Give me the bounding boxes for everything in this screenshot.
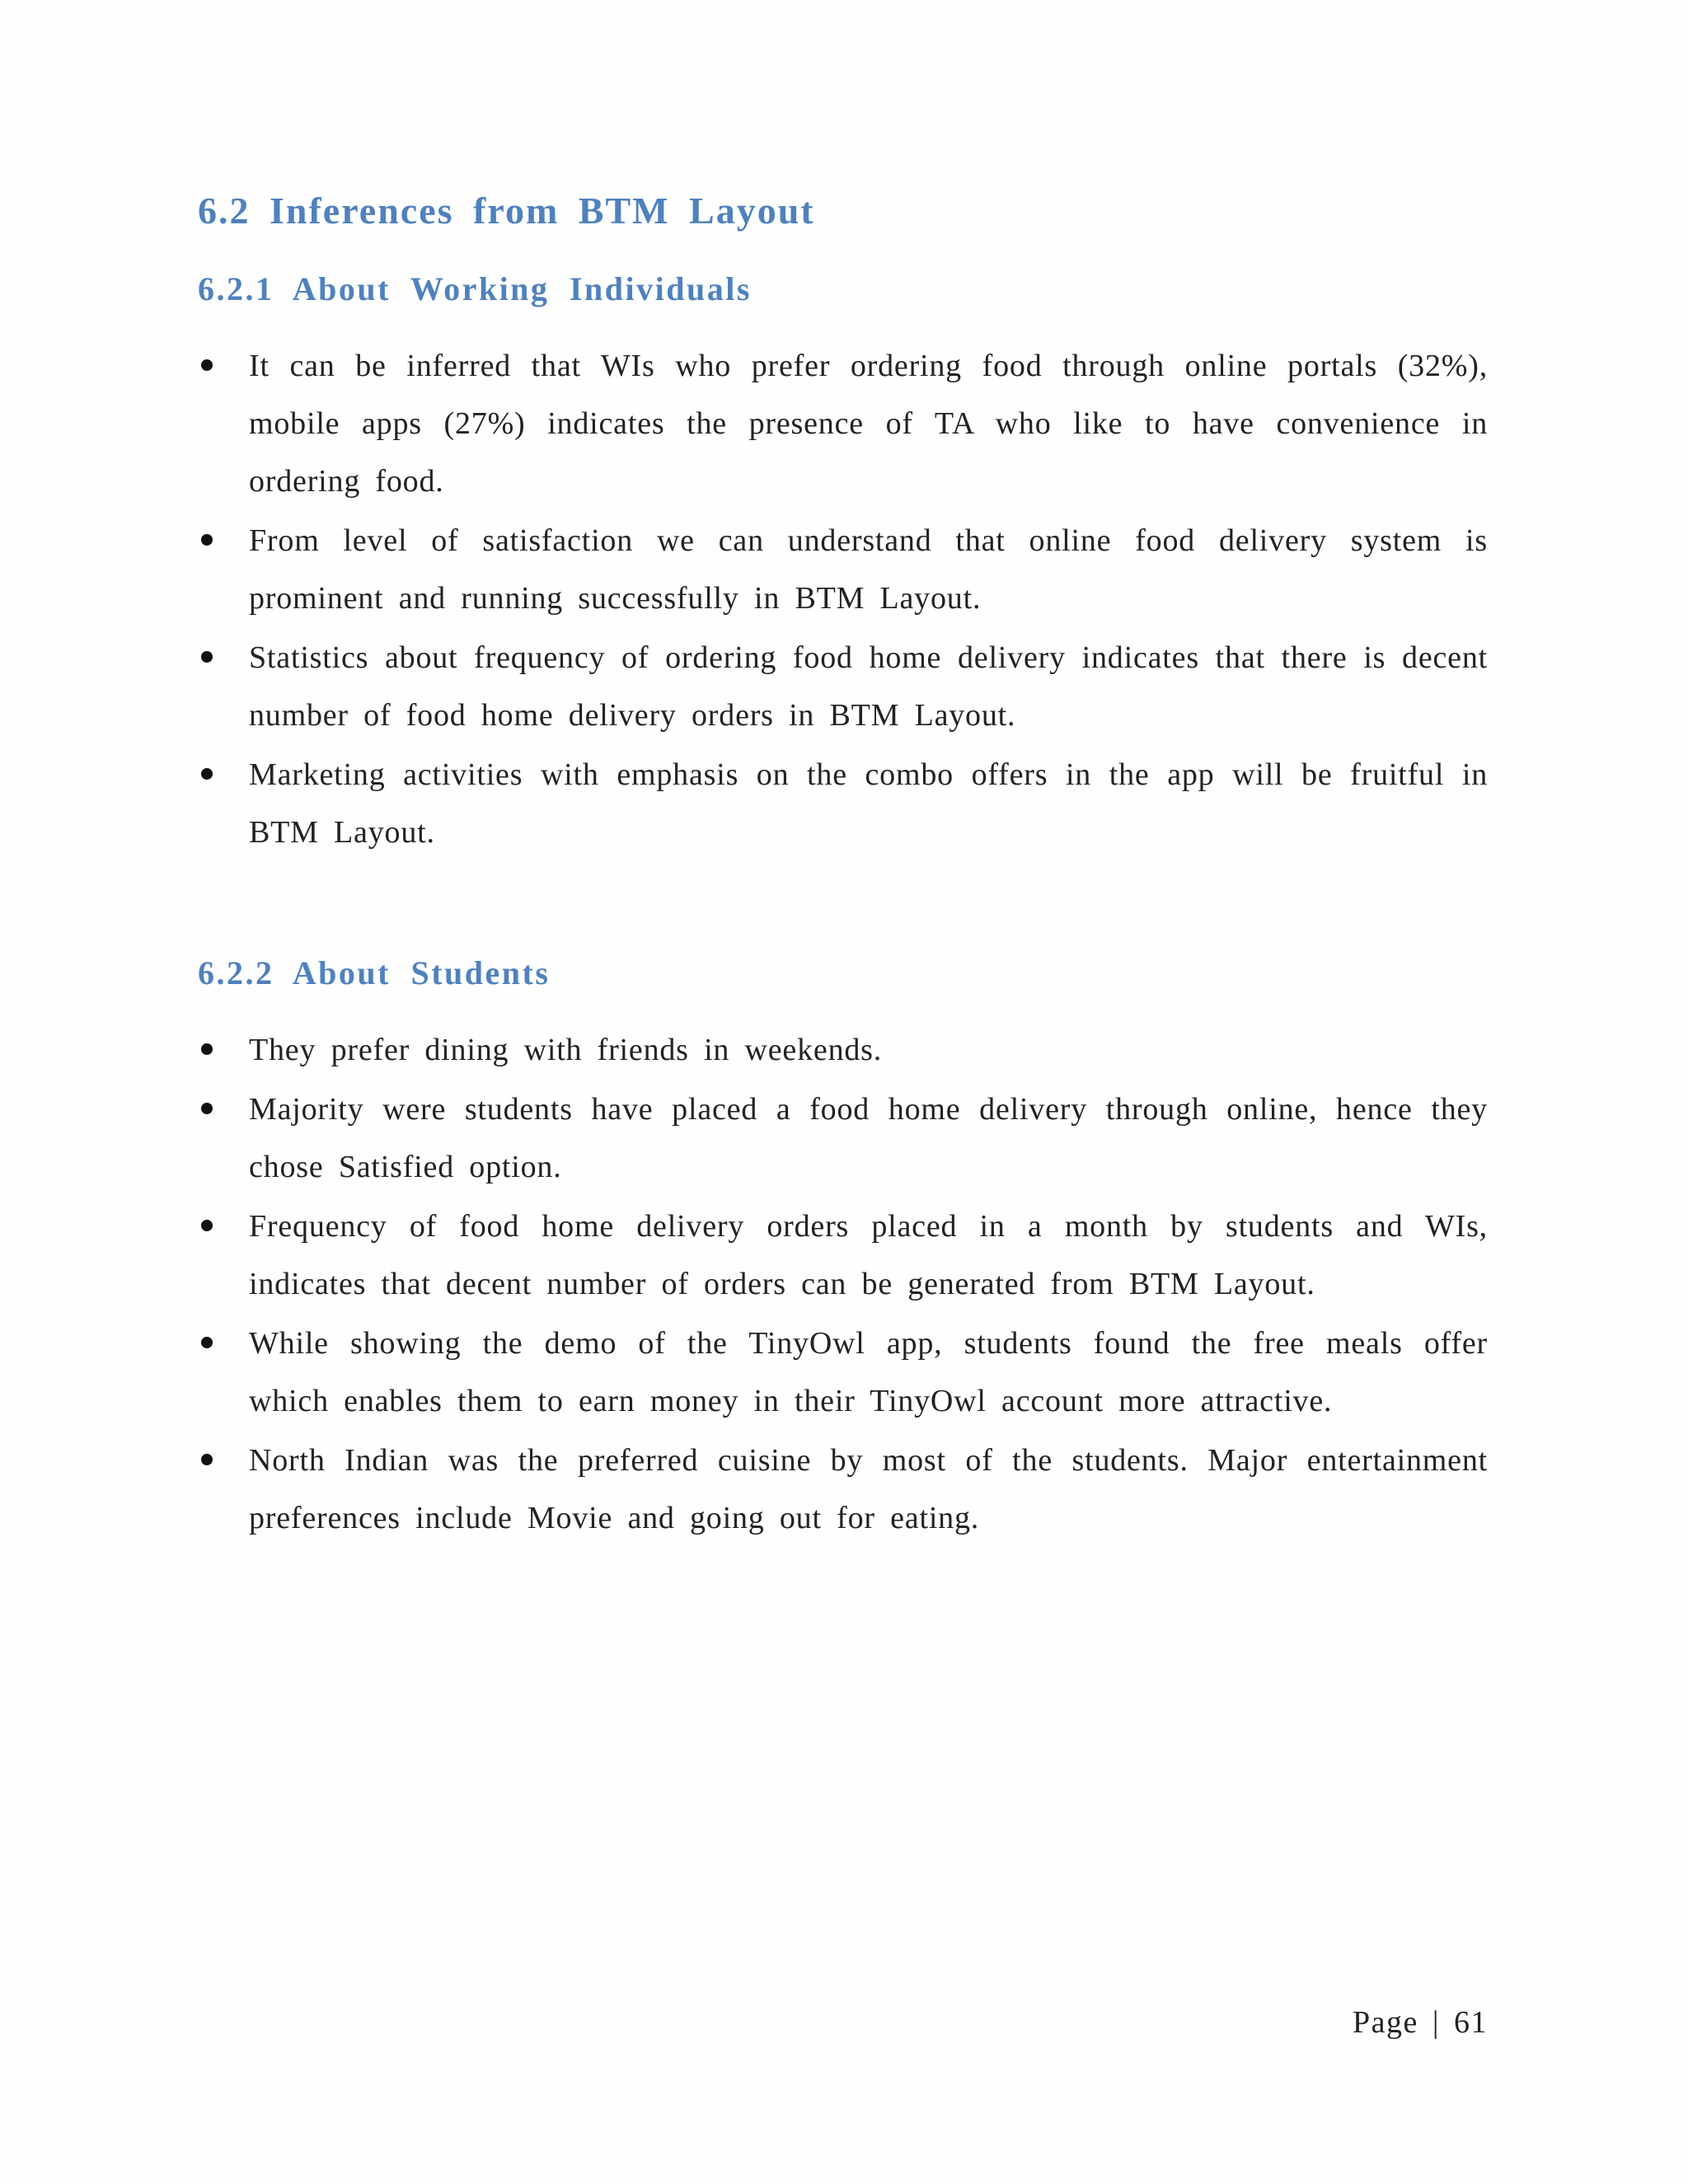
subsection-heading-working-individuals: 6.2.1 About Working Individuals	[198, 270, 752, 308]
list-item-text: Majority were students have placed a food home delivery through online, hence they chose Satisfied option.	[249, 1092, 1488, 1185]
subsection-heading-students: 6.2.2 About Students	[198, 954, 551, 992]
list-item	[198, 512, 1488, 627]
students-list	[198, 1021, 1488, 1547]
bullet-icon	[201, 1220, 213, 1231]
list-item	[198, 1315, 1488, 1430]
list-item-text: They prefer dining with friends in weekends.	[249, 1033, 883, 1068]
list-item	[198, 1197, 1488, 1313]
list-item-text: While showing the demo of the TinyOwl app, students found the free meals offer which enables them to earn money in their TinyOwl account more attractive.	[249, 1326, 1488, 1419]
list-item	[198, 746, 1488, 861]
bullet-icon	[201, 651, 213, 663]
list-item-text: Statistics about frequency of ordering food home delivery indicates that there is decent number of food home delivery orders in BTM Layout.	[249, 640, 1488, 733]
list-item-text: Frequency of food home delivery orders placed in a month by students and WIs, indicates that decent number of orders can be generated from BTM Layout.	[249, 1209, 1488, 1302]
list-item	[198, 1432, 1488, 1547]
page-content	[198, 188, 1488, 1549]
bullet-icon	[201, 1337, 213, 1348]
page-number: Page | 61	[1353, 2005, 1488, 2040]
list-item-text: It can be inferred that WIs who prefer ordering food through online portals (32%), mobile apps (27%) indicates the presence of TA who like to have convenience in ordering food.	[249, 349, 1488, 499]
section-title: 6.2 Inferences from BTM Layout	[198, 190, 815, 232]
working-individuals-list	[198, 337, 1488, 861]
bullet-icon	[201, 359, 213, 371]
list-item-text: Marketing activities with emphasis on the combo offers in the app will be fruitful in BTM Layout.	[249, 757, 1488, 851]
list-item	[198, 1080, 1488, 1196]
list-item	[198, 1021, 1488, 1079]
bullet-icon	[201, 534, 213, 546]
bullet-icon	[201, 1043, 213, 1055]
bullet-icon	[201, 1454, 213, 1465]
list-item-text: North Indian was the preferred cuisine by most of the students. Major entertainment preferences include Movie and going out for eating.	[249, 1443, 1488, 1536]
list-item	[198, 629, 1488, 744]
list-item	[198, 337, 1488, 510]
bullet-icon	[201, 1103, 213, 1114]
list-item-text: From level of satisfaction we can understand that online food delivery system is prominent and running successfully in BTM Layout.	[249, 523, 1488, 616]
bullet-icon	[201, 768, 213, 780]
